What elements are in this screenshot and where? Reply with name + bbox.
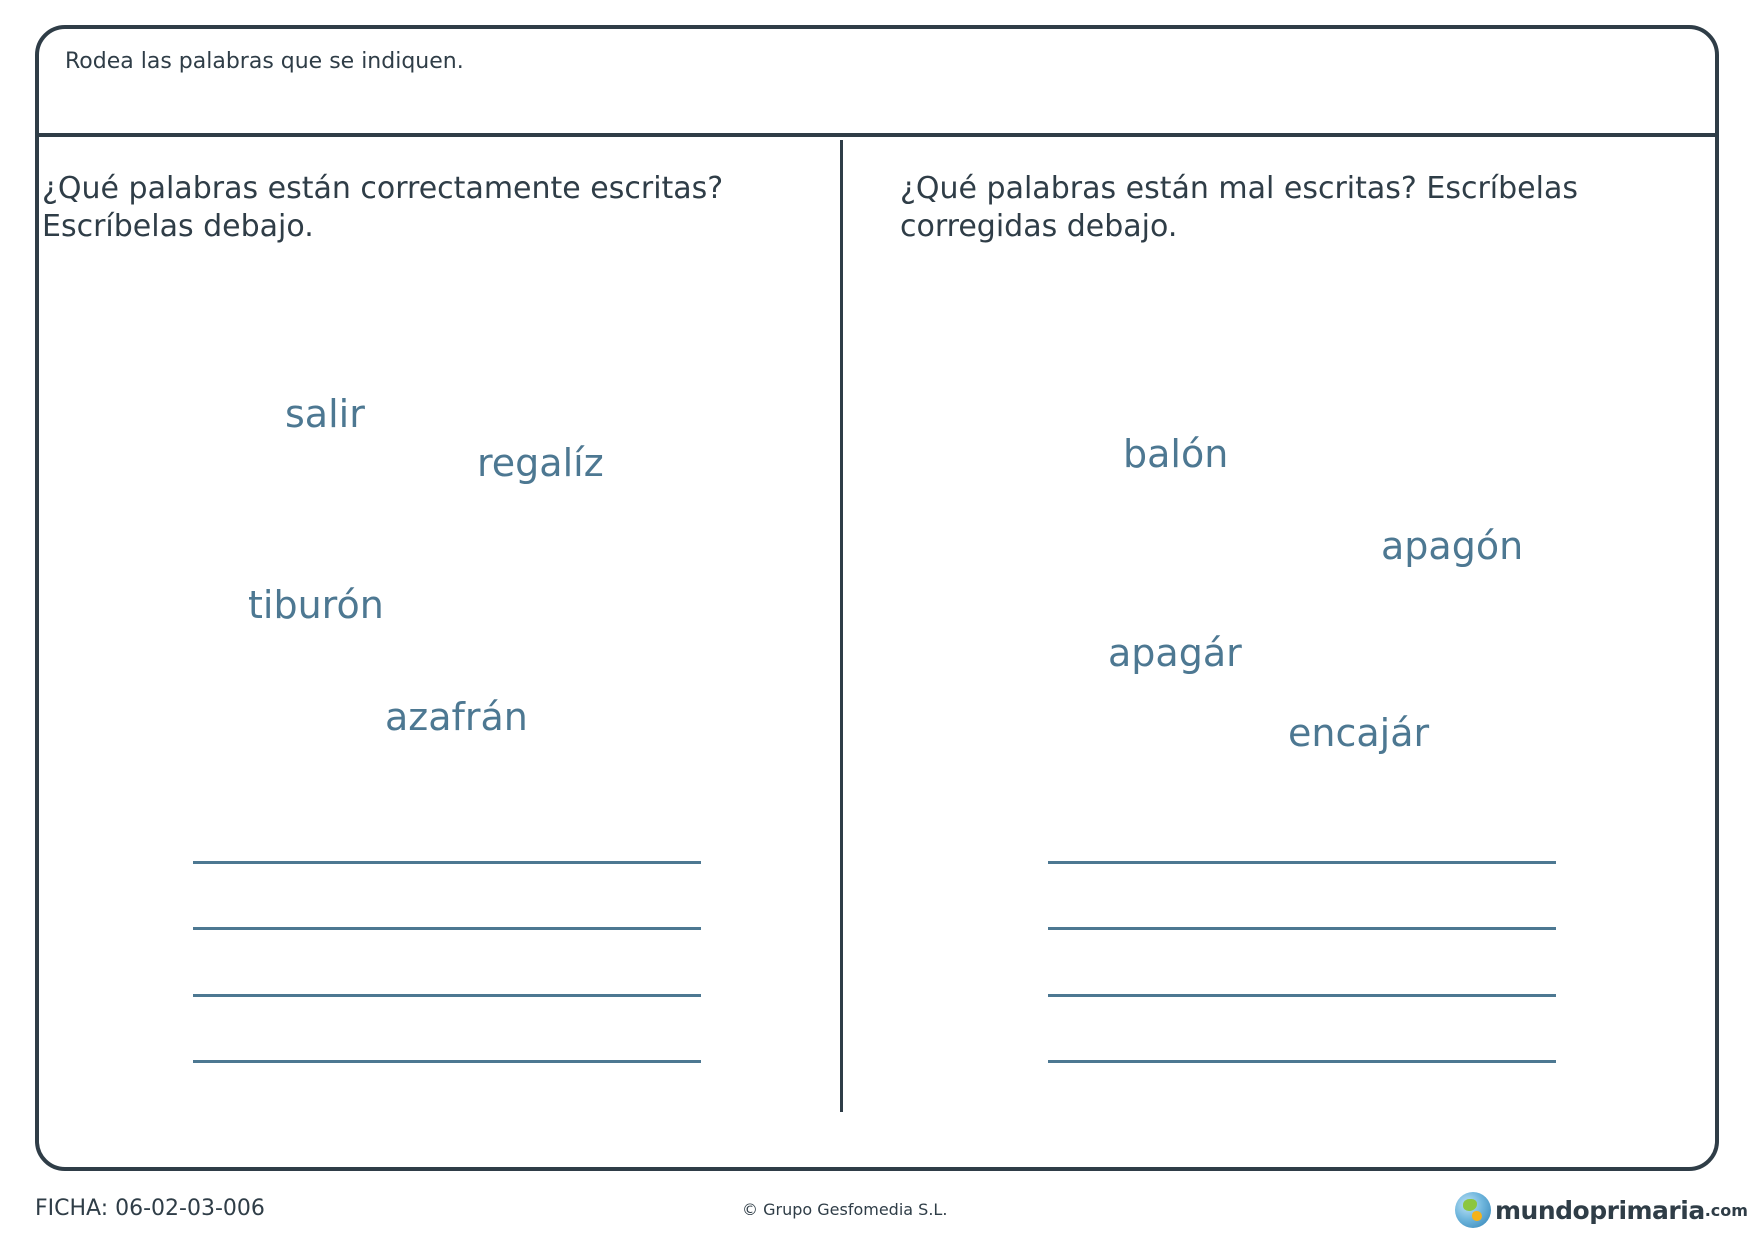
word-option[interactable]: azafrán [385,695,528,739]
globe-icon [1455,1192,1491,1228]
answer-line[interactable] [193,1060,701,1063]
answer-line[interactable] [193,861,701,864]
left-question: ¿Qué palabras están correctamente escritas? Escríbelas debajo. [42,171,724,244]
answer-line[interactable] [193,994,701,997]
instruction-text: Rodea las palabras que se indiquen. [65,49,464,74]
word-option[interactable]: apagón [1381,524,1524,568]
header-divider [39,133,1715,137]
word-option[interactable]: regalíz [477,441,604,485]
logo-tld: .com [1704,1200,1748,1220]
answer-line[interactable] [1048,927,1556,930]
answer-line[interactable] [1048,1060,1556,1063]
mundoprimaria-logo[interactable] [1455,1190,1748,1230]
word-option[interactable]: tiburón [248,583,384,627]
right-question: ¿Qué palabras están mal escritas? Escríbelas corregidas debajo. [900,171,1578,244]
word-option[interactable]: balón [1123,432,1229,476]
copyright-text: © Grupo Gesfomedia S.L. [742,1200,948,1219]
word-option[interactable]: encajár [1288,711,1430,755]
answer-line[interactable] [1048,994,1556,997]
logo-text: mundoprimaria [1495,1195,1705,1225]
answer-line[interactable] [193,927,701,930]
ficha-code: FICHA: 06-02-03-006 [35,1196,265,1221]
word-option[interactable]: salir [285,392,365,436]
word-option[interactable]: apagár [1108,631,1242,675]
answer-line[interactable] [1048,861,1556,864]
column-divider [840,140,843,1112]
